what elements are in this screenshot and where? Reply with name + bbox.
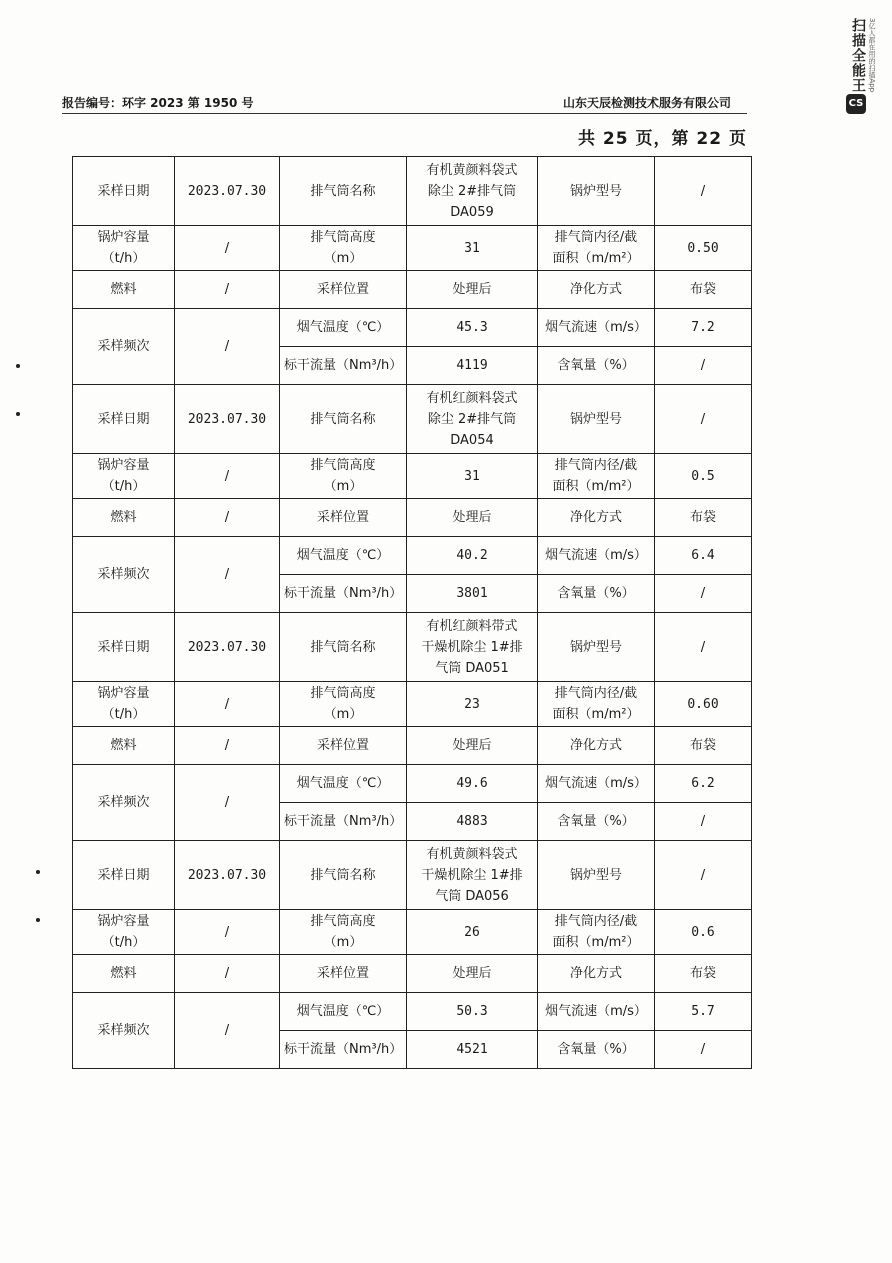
label-dry-flow: 标干流量（Nm³/h）	[280, 347, 407, 385]
value-purification-method: 布袋	[655, 499, 752, 537]
value-sampling-location: 处理后	[407, 727, 538, 765]
value-boiler-capacity: /	[175, 682, 280, 727]
label-boiler-capacity: 锅炉容量 （t/h）	[73, 682, 175, 727]
label-gas-temperature: 烟气温度（℃）	[280, 765, 407, 803]
label-fuel: 燃料	[73, 955, 175, 993]
value-oxygen-content: /	[655, 347, 752, 385]
scanner-watermark	[840, 18, 880, 128]
label-sampling-frequency: 采样频次	[73, 765, 175, 841]
value-purification-method: 布袋	[655, 727, 752, 765]
table-row	[73, 993, 752, 1031]
label-oxygen-content: 含氧量（%）	[538, 347, 655, 385]
value-fuel: /	[175, 499, 280, 537]
label-sampling-frequency: 采样频次	[73, 309, 175, 385]
label-dry-flow: 标干流量（Nm³/h）	[280, 575, 407, 613]
value-sampling-date: 2023.07.30	[175, 385, 280, 454]
label-purification-method: 净化方式	[538, 955, 655, 993]
value-gas-velocity: 6.4	[655, 537, 752, 575]
punch-hole-mark	[36, 870, 40, 874]
label-stack-name: 排气筒名称	[280, 385, 407, 454]
label-sampling-date: 采样日期	[73, 841, 175, 910]
value-stack-height: 31	[407, 454, 538, 499]
label-sampling-location: 采样位置	[280, 499, 407, 537]
label-stack-name: 排气筒名称	[280, 841, 407, 910]
table-row	[73, 765, 752, 803]
punch-hole-mark	[16, 412, 20, 416]
label-dry-flow: 标干流量（Nm³/h）	[280, 803, 407, 841]
label-stack-name: 排气筒名称	[280, 613, 407, 682]
header-divider	[62, 113, 747, 114]
value-sampling-frequency: /	[175, 309, 280, 385]
value-sampling-date: 2023.07.30	[175, 841, 280, 910]
value-stack-diameter: 0.50	[655, 226, 752, 271]
value-boiler-model: /	[655, 157, 752, 226]
table-row	[73, 841, 752, 910]
table-row	[73, 226, 752, 271]
watermark-title: 扫描全能王	[850, 18, 866, 93]
value-boiler-model: /	[655, 385, 752, 454]
label-fuel: 燃料	[73, 271, 175, 309]
value-stack-diameter: 0.6	[655, 910, 752, 955]
label-dry-flow: 标干流量（Nm³/h）	[280, 1031, 407, 1069]
punch-hole-mark	[16, 364, 20, 368]
value-purification-method: 布袋	[655, 955, 752, 993]
table-row	[73, 955, 752, 993]
company-name: 山东天辰检测技术服务有限公司	[563, 96, 732, 110]
label-stack-diameter: 排气筒内径/截 面积（m/m²）	[538, 454, 655, 499]
label-oxygen-content: 含氧量（%）	[538, 803, 655, 841]
table-row	[73, 499, 752, 537]
value-boiler-capacity: /	[175, 910, 280, 955]
label-stack-name: 排气筒名称	[280, 157, 407, 226]
value-dry-flow: 4883	[407, 803, 538, 841]
value-sampling-location: 处理后	[407, 955, 538, 993]
label-boiler-capacity: 锅炉容量 （t/h）	[73, 226, 175, 271]
value-oxygen-content: /	[655, 575, 752, 613]
label-sampling-frequency: 采样频次	[73, 537, 175, 613]
value-gas-velocity: 6.2	[655, 765, 752, 803]
value-stack-height: 31	[407, 226, 538, 271]
value-stack-name: 有机黄颜料袋式 除尘 2#排气筒 DA059	[407, 157, 538, 226]
label-gas-velocity: 烟气流速（m/s）	[538, 993, 655, 1031]
label-sampling-location: 采样位置	[280, 727, 407, 765]
label-boiler-capacity: 锅炉容量 （t/h）	[73, 454, 175, 499]
label-gas-temperature: 烟气温度（℃）	[280, 993, 407, 1031]
label-gas-velocity: 烟气流速（m/s）	[538, 309, 655, 347]
punch-hole-mark	[36, 918, 40, 922]
value-stack-diameter: 0.60	[655, 682, 752, 727]
label-sampling-date: 采样日期	[73, 157, 175, 226]
label-boiler-capacity: 锅炉容量 （t/h）	[73, 910, 175, 955]
table-row	[73, 157, 752, 226]
value-gas-temperature: 49.6	[407, 765, 538, 803]
value-boiler-model: /	[655, 841, 752, 910]
value-dry-flow: 4119	[407, 347, 538, 385]
label-gas-temperature: 烟气温度（℃）	[280, 537, 407, 575]
value-sampling-frequency: /	[175, 993, 280, 1069]
table-row	[73, 454, 752, 499]
value-gas-temperature: 45.3	[407, 309, 538, 347]
table-row	[73, 271, 752, 309]
value-stack-name: 有机红颜料带式 干燥机除尘 1#排 气筒 DA051	[407, 613, 538, 682]
label-gas-velocity: 烟气流速（m/s）	[538, 765, 655, 803]
label-stack-height: 排气筒高度 （m）	[280, 910, 407, 955]
label-sampling-date: 采样日期	[73, 385, 175, 454]
table-row	[73, 613, 752, 682]
label-sampling-location: 采样位置	[280, 955, 407, 993]
value-sampling-location: 处理后	[407, 271, 538, 309]
value-dry-flow: 4521	[407, 1031, 538, 1069]
watermark-subtitle: 3亿人都在用的扫描App	[868, 18, 876, 93]
value-dry-flow: 3801	[407, 575, 538, 613]
value-sampling-date: 2023.07.30	[175, 157, 280, 226]
value-stack-name: 有机红颜料袋式 除尘 2#排气筒 DA054	[407, 385, 538, 454]
value-gas-velocity: 7.2	[655, 309, 752, 347]
value-sampling-frequency: /	[175, 765, 280, 841]
value-boiler-capacity: /	[175, 226, 280, 271]
label-boiler-model: 锅炉型号	[538, 385, 655, 454]
report-number: 报告编号：环字 2023 第 1950 号	[62, 96, 254, 110]
table-row	[73, 682, 752, 727]
value-sampling-location: 处理后	[407, 499, 538, 537]
scanner-logo-icon: CS	[846, 94, 866, 114]
label-sampling-location: 采样位置	[280, 271, 407, 309]
value-oxygen-content: /	[655, 803, 752, 841]
label-boiler-model: 锅炉型号	[538, 157, 655, 226]
value-stack-height: 23	[407, 682, 538, 727]
label-gas-temperature: 烟气温度（℃）	[280, 309, 407, 347]
value-gas-velocity: 5.7	[655, 993, 752, 1031]
value-purification-method: 布袋	[655, 271, 752, 309]
label-purification-method: 净化方式	[538, 727, 655, 765]
label-purification-method: 净化方式	[538, 271, 655, 309]
value-boiler-capacity: /	[175, 454, 280, 499]
label-oxygen-content: 含氧量（%）	[538, 1031, 655, 1069]
value-gas-temperature: 40.2	[407, 537, 538, 575]
label-oxygen-content: 含氧量（%）	[538, 575, 655, 613]
label-stack-height: 排气筒高度 （m）	[280, 454, 407, 499]
value-stack-height: 26	[407, 910, 538, 955]
label-stack-diameter: 排气筒内径/截 面积（m/m²）	[538, 226, 655, 271]
value-fuel: /	[175, 955, 280, 993]
value-gas-temperature: 50.3	[407, 993, 538, 1031]
label-boiler-model: 锅炉型号	[538, 613, 655, 682]
label-fuel: 燃料	[73, 499, 175, 537]
label-stack-height: 排气筒高度 （m）	[280, 682, 407, 727]
label-stack-diameter: 排气筒内径/截 面积（m/m²）	[538, 682, 655, 727]
label-sampling-date: 采样日期	[73, 613, 175, 682]
table-row	[73, 385, 752, 454]
value-sampling-frequency: /	[175, 537, 280, 613]
value-fuel: /	[175, 727, 280, 765]
label-fuel: 燃料	[73, 727, 175, 765]
value-sampling-date: 2023.07.30	[175, 613, 280, 682]
page-indicator: 共 25 页，第 22 页	[578, 129, 747, 149]
label-stack-height: 排气筒高度 （m）	[280, 226, 407, 271]
label-boiler-model: 锅炉型号	[538, 841, 655, 910]
value-stack-diameter: 0.5	[655, 454, 752, 499]
label-sampling-frequency: 采样频次	[73, 993, 175, 1069]
label-stack-diameter: 排气筒内径/截 面积（m/m²）	[538, 910, 655, 955]
table-row	[73, 309, 752, 347]
value-boiler-model: /	[655, 613, 752, 682]
table-row	[73, 910, 752, 955]
table-row	[73, 727, 752, 765]
table-row	[73, 537, 752, 575]
value-oxygen-content: /	[655, 1031, 752, 1069]
value-fuel: /	[175, 271, 280, 309]
label-gas-velocity: 烟气流速（m/s）	[538, 537, 655, 575]
sampling-data-table	[72, 156, 752, 1069]
label-purification-method: 净化方式	[538, 499, 655, 537]
value-stack-name: 有机黄颜料袋式 干燥机除尘 1#排 气筒 DA056	[407, 841, 538, 910]
